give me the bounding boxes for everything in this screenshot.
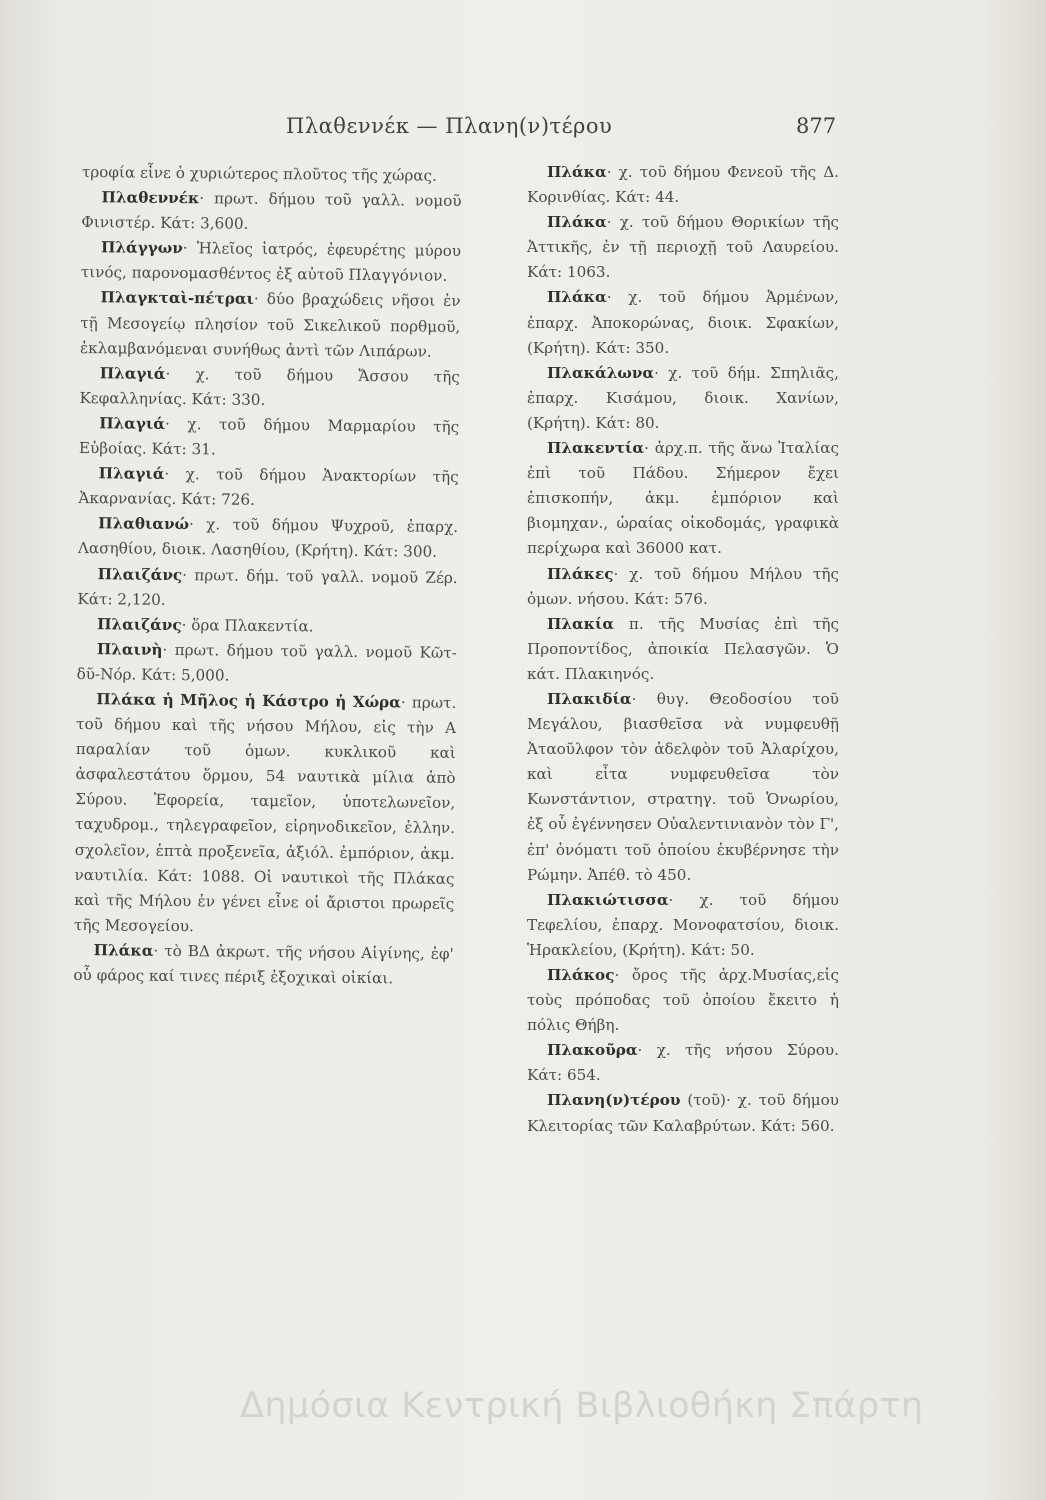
dictionary-entry xyxy=(79,361,460,415)
dictionary-entry xyxy=(527,436,839,561)
dictionary-entry xyxy=(527,963,839,1038)
entry-text: · χ. τοῦ δήμου Ἀρμένων, ἐπαρχ. Ἀποκορώνας, διοικ. Σφακίων, (Κρήτη). Κάτ: 350. xyxy=(527,288,839,357)
entry-text: · πρωτ. δήμ. τοῦ γαλλ. νομοῦ Ζέρ. Κάτ: 2,120. xyxy=(77,565,458,609)
running-head-title: Πλαθεννέκ — Πλανη(ν)τέρου xyxy=(286,114,613,138)
dictionary-entry xyxy=(527,612,839,687)
entry-text: · χ. τοῦ δήμ. Σπηλιᾶς, ἐπαρχ. Κισάμου, διοικ. Χανίων, (Κρήτη). Κάτ: 80. xyxy=(527,363,839,432)
entry-headword: Πλάκες xyxy=(547,564,614,583)
dictionary-entry xyxy=(77,561,458,615)
dictionary-entry xyxy=(78,461,459,515)
dictionary-entry xyxy=(527,1088,839,1138)
entry-headword: Πλαιζάνς xyxy=(97,614,182,634)
dictionary-entry xyxy=(73,938,454,992)
running-head xyxy=(0,114,1046,150)
entry-headword: Πλάκα ἡ Μῆλος ἡ Κάστρο ἡ Χώρα xyxy=(96,690,401,712)
entry-text: · χ. τοῦ δήμου Μήλου τῆς ὁμων. νήσου. Κάτ: 576. xyxy=(527,564,839,608)
dictionary-entry xyxy=(527,562,839,612)
entry-headword: Πλαθεννέκ xyxy=(101,188,200,208)
left-column xyxy=(73,160,462,992)
entry-text: · χ. τοῦ δήμου Μαρμαρίου τῆς Εὐβοίας. Κάτ: 31. xyxy=(78,414,460,459)
entry-headword: Πλακιδία xyxy=(547,689,632,708)
dictionary-entry xyxy=(79,411,460,465)
entry-text: τροφία εἶνε ὁ χυριώτερος πλοῦτος τῆς χώρας. xyxy=(81,162,438,185)
entry-text: · χ. τοῦ δήμου Θορικίων τῆς Ἀττικῆς, ἐν τῇ περιοχῇ τοῦ Λαυρείου. Κάτ: 1063. xyxy=(527,213,839,282)
entry-headword: Πλάκος xyxy=(547,966,615,984)
entry-headword: Πλάκα xyxy=(93,941,154,960)
entry-headword: Πλαιζάνς xyxy=(97,564,183,584)
entry-text: · χ. τοῦ δήμου Φενεοῦ τῆς Δ. Κορινθίας. Κάτ: 44. xyxy=(527,163,839,207)
dictionary-entry xyxy=(527,687,839,888)
entry-text: · χ. τοῦ δήμου Ἄσσου τῆς Κεφαλληνίας. Κάτ: 330. xyxy=(79,364,460,409)
library-watermark: Δημόσια Κεντρική Βιβλιοθήκη Σπάρτη xyxy=(240,1386,924,1426)
page-number: 877 xyxy=(796,114,837,138)
dictionary-entry xyxy=(81,235,462,289)
dictionary-entry xyxy=(527,285,839,360)
dictionary-entry xyxy=(76,637,457,691)
entry-headword: Πλαινὴ xyxy=(96,639,163,659)
dictionary-entry xyxy=(527,1038,839,1088)
entry-text: · χ. τῆς νήσου Σύρου. Κάτ: 654. xyxy=(527,1041,839,1085)
entry-headword: Πλαγιά xyxy=(99,363,166,383)
entry-headword: Πλακοῦρα xyxy=(547,1041,638,1060)
entry-text: · ὅρα Πλακεντία. xyxy=(181,615,314,636)
dictionary-entry xyxy=(527,210,839,285)
entry-text: · ἀρχ.π. τῆς ἄνω Ἰταλίας ἐπὶ τοῦ Πάδου. Σήμερον ἔχει ἐπισκοπήν, ἀκμ. ἐμπόριον καὶ βιομηχαν., ὡραίας οἰκοδομάς, γραφικὰ περίχωρα καὶ 36000 κατ. xyxy=(527,439,839,558)
entry-headword: Πλακία xyxy=(547,614,615,633)
dictionary-entry xyxy=(527,160,839,210)
entry-text: · πρωτ. δήμου τοῦ γαλλ. νομοῦ Φινιστέρ. Κάτ: 3,600. xyxy=(81,189,462,233)
entry-headword: Πλαγιά xyxy=(98,464,165,484)
entry-text: · χ. τοῦ δήμου Τεφελίου, ἐπαρχ. Μονοφατσίου, διοικ. Ἡρακλείου, (Κρήτη). Κάτ: 50. xyxy=(527,890,839,959)
entry-headword: Πλάκα xyxy=(547,213,607,232)
entry-headword: Πλαγκταὶ-πέτραι xyxy=(100,288,255,309)
dictionary-entry xyxy=(74,687,457,942)
dictionary-entry xyxy=(78,511,459,565)
entry-text: · θυγ. Θεοδοσίου τοῦ Μεγάλου, βιασθεῖσα νὰ νυμφευθῇ Ἀταοῦλφον τὸν ἀδελφὸν τοῦ Ἀλαρίχου, καὶ εἶτα νυμφευθεῖσα τὸν Κωνστάντιον, στρατηγ. τοῦ Ὁνωρίου, ἐξ οὗ ἐγέννησεν Οὐαλεντινιανὸν τὸν Γ', ἐπ' ὀνόματι τοῦ ὁποίου ἐκυβέρνησε τὴν Ρώμην. Ἀπέθ. τὸ 450. xyxy=(527,689,839,884)
entry-headword: Πλάκα xyxy=(547,288,607,307)
entry-text: · δύο βραχώδεις νῆσοι ἐν τῇ Μεσογείῳ πλησίον τοῦ Σικελικοῦ πορθμοῦ, ἐκλαμβανόμεναι συνήθως ἀντὶ τῶν Λιπάρων. xyxy=(79,290,461,361)
entry-headword: Πλάγγων xyxy=(100,238,183,258)
dictionary-entry xyxy=(527,888,839,963)
entry-text: π. τῆς Μυσίας ἐπὶ τῆς Προποντίδος, ἀποικία Πελασγῶν. Ὁ κάτ. Πλακιηνός. xyxy=(527,614,839,683)
entry-text: · χ. τοῦ δήμου Ἀνακτορίων τῆς Ἀκαρνανίας. Κάτ: 726. xyxy=(78,465,459,510)
entry-text: · ὄρος τῆς ἀρχ.Μυσίας,εἰς τοὺς πρόποδας τοῦ ὁποίου ἔκειτο ἡ πόλις Θήβη. xyxy=(527,966,839,1035)
dictionary-entry xyxy=(81,185,462,239)
entry-text: · πρωτ. τοῦ δήμου καὶ τῆς νήσου Μήλου, εἰς τὴν Α παραλίαν τοῦ ὁμων. κυκλικοῦ καὶ ἀσφαλεστάτου ὅρμου, 54 ναυτικὰ μίλια ἀπὸ Σύρου. Ἐφορεία, ταμεῖον, ὑποτελωνεῖον, ταχυδρομ., τηλεγραφεῖον, εἰρηνοδικεῖον, ἑλλην. σχολεῖον, ἑπτὰ προξενεῖα, ἀξιόλ. ἐμπόριον, ἀκμ. ναυτιλία. Κάτ: 1088. Οἱ ναυτικοὶ τῆς Πλάκας καὶ τῆς Μήλου ἐν γένει εἶνε οἱ ἄριστοι πρωρεῖς τῆς Μεσογείου. xyxy=(73,693,457,936)
dictionary-entry xyxy=(77,612,457,641)
right-column xyxy=(527,160,839,1139)
entry-headword: Πλαγιά xyxy=(99,414,166,433)
entry-text: · πρωτ. δήμου τοῦ γαλλ. νομοῦ Κῶτ-δῦ-Νόρ. Κάτ: 5,000. xyxy=(76,640,457,685)
entry-text: · χ. τοῦ δήμου Ψυχροῦ, ἐπαρχ. Λασηθίου, διοικ. Λασηθίου, (Κρήτη). Κάτ: 300. xyxy=(77,515,459,562)
dictionary-entry xyxy=(80,285,461,364)
entry-headword: Πλακιώτισσα xyxy=(547,890,669,909)
entry-headword: Πλακεντία xyxy=(547,439,645,458)
entry-text: (τοῦ)· χ. τοῦ δήμου Κλειτορίας τῶν Καλαβρύτων. Κάτ: 560. xyxy=(527,1091,839,1135)
entry-headword: Πλανη(ν)τέρου xyxy=(547,1091,681,1110)
entry-headword: Πλαθιανώ xyxy=(98,514,190,534)
entry-text: · τὸ ΒΔ ἀκρωτ. τῆς νήσου Αἰγίνης, ἐφ' οὗ φάρος καί τινες πέριξ ἐξοχικαὶ οἰκίαι. xyxy=(73,941,454,988)
entry-headword: Πλάκα xyxy=(547,163,607,181)
entry-text: · Ἠλεῖος ἰατρός, ἐφευρέτης μύρου τινός, παρονομασθέντος ἐξ αὐτοῦ Πλαγγόνιον. xyxy=(80,239,462,286)
entry-headword: Πλακάλωνα xyxy=(547,363,655,382)
dictionary-entry xyxy=(527,361,839,436)
